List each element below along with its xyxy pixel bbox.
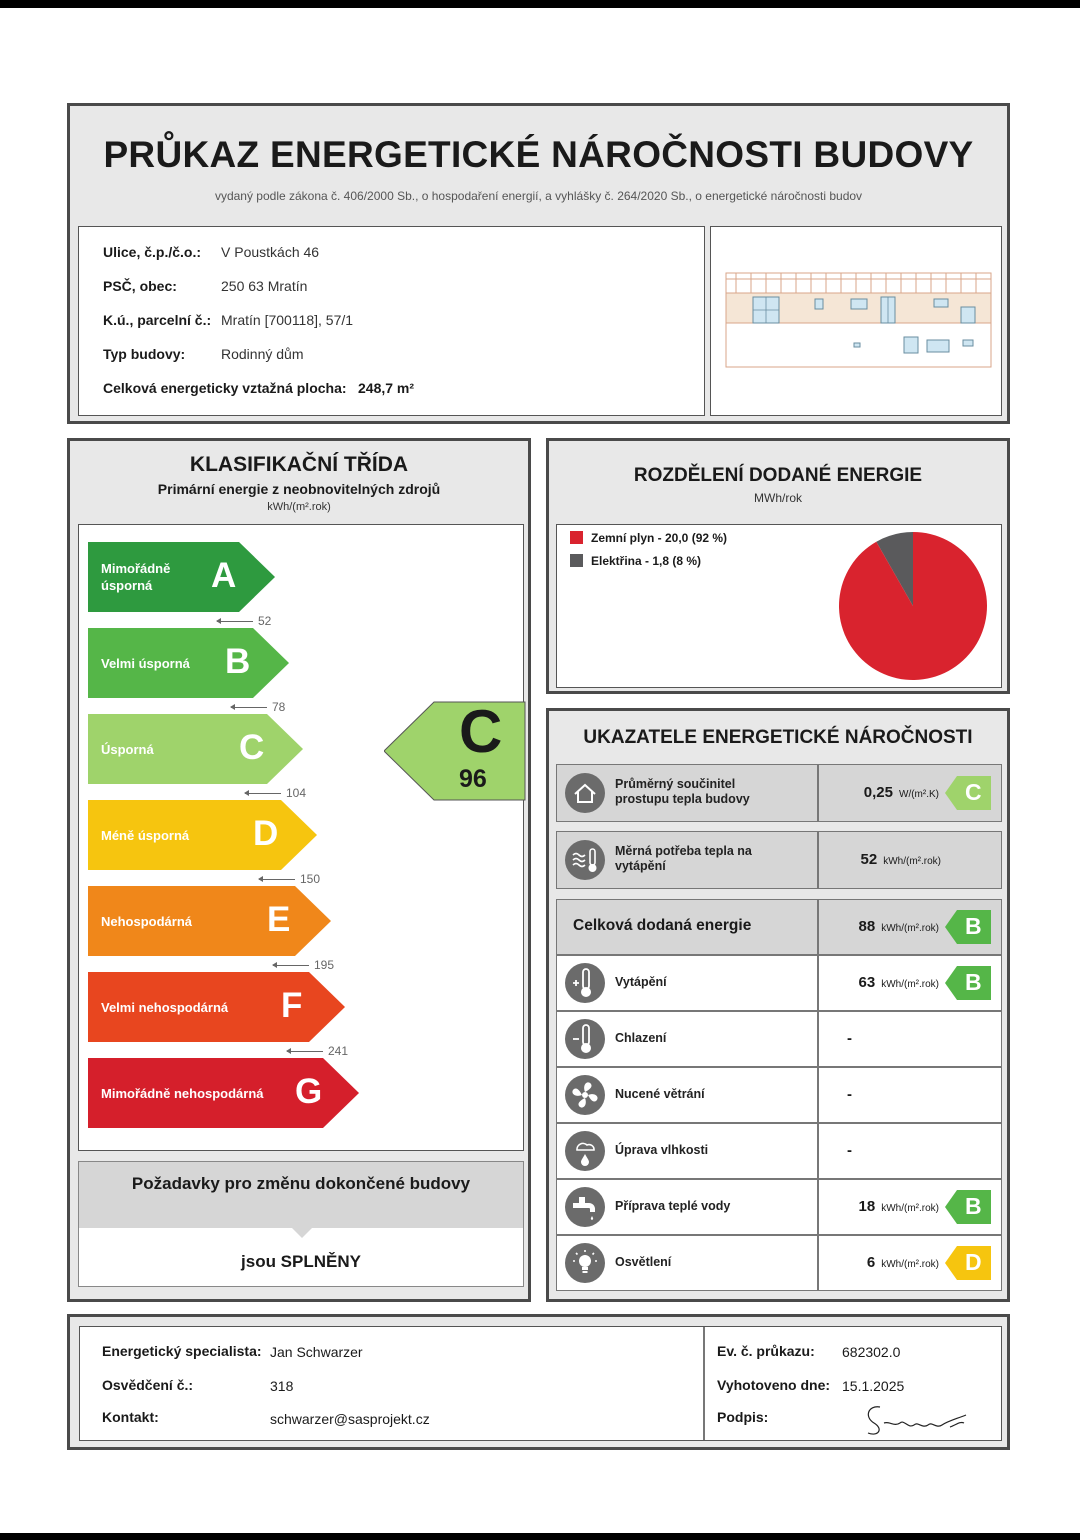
parcel-label: K.ú., parcelní č.: [103, 312, 212, 328]
class-band-letter: G [295, 1072, 323, 1111]
cert-label: Osvědčení č.: [102, 1377, 194, 1393]
indicator-value: - [847, 1029, 852, 1047]
indicator-class-badge [945, 1246, 991, 1285]
signature-label: Podpis: [717, 1409, 769, 1425]
humidity-icon [564, 1130, 606, 1172]
issued-label: Vyhotoveno dne: [717, 1377, 831, 1393]
thermometer-plus-icon [564, 962, 606, 1004]
page-subtitle: vydaný podle zákona č. 406/2000 Sb., o hospodaření energií, a vyhlášky č. 264/2020 Sb., o energetické náročnosti budov [214, 189, 863, 203]
threshold-value: 150 [300, 872, 321, 886]
house-icon [564, 772, 606, 814]
indicator-class-letter: C [965, 778, 982, 805]
legend-label-gas: Zemní plyn - 20,0 (92 %) [591, 531, 728, 545]
indicator-label: Vytápění [615, 974, 667, 989]
indicator-label: Osvětlení [615, 1254, 672, 1269]
threshold-value: 52 [258, 614, 272, 628]
indicator-label: Úprava vlhkosti [615, 1142, 709, 1157]
header-panel [67, 103, 1010, 424]
indicator-class-badge [945, 776, 991, 815]
heating-need-icon [564, 839, 606, 881]
indicator-label: Nucené větrání [615, 1086, 705, 1101]
footer-box [79, 1326, 1002, 1441]
contact-label: Kontakt: [102, 1409, 159, 1425]
specialist-value: Jan Schwarzer [270, 1344, 363, 1360]
classification-panel [67, 438, 531, 1302]
indicator-row [556, 1011, 1002, 1067]
threshold-arrow [287, 1051, 323, 1052]
top-edge-bar [0, 0, 1080, 8]
indicator-row [556, 955, 1002, 1011]
result-indicator [384, 698, 526, 806]
class-threshold [259, 872, 320, 886]
indicator-unit: kWh/(m².rok) [881, 1202, 939, 1214]
cert-value: 318 [270, 1378, 294, 1394]
indicators-title: UKAZATELE ENERGETICKÉ NÁROČNOSTI [583, 727, 973, 748]
class-band-letter: D [253, 814, 279, 853]
type-label: Typ budovy: [103, 346, 186, 362]
class-band-name: Nehospodárná [101, 913, 193, 929]
indicator-divider [817, 1124, 819, 1178]
class-threshold [273, 958, 334, 972]
signature-image [860, 1399, 975, 1441]
faucet-icon [564, 1186, 606, 1228]
requirements-status: jsou SPLNĚNY [241, 1252, 361, 1271]
indicator-value: - [847, 1141, 852, 1159]
energy-pie-chart [837, 530, 989, 682]
legend-label-electricity: Elektřina - 1,8 (8 %) [591, 554, 702, 568]
legend-swatch-electricity [570, 554, 583, 567]
classification-title: KLASIFIKAČNÍ TŘÍDA [189, 453, 409, 476]
issued-value: 15.1.2025 [842, 1378, 905, 1394]
indicator-row [556, 1179, 1002, 1235]
building-drawing-box [710, 226, 1002, 416]
specialist-label: Energetický specialista: [102, 1343, 262, 1359]
result-value: 96 [459, 765, 487, 793]
class-band-letter: F [281, 986, 303, 1025]
address-box [78, 226, 705, 416]
bottom-edge-bar [0, 1533, 1080, 1540]
indicator-divider [817, 1012, 819, 1066]
indicator-value: - [847, 1085, 852, 1103]
indicator-label: Chlazení [615, 1030, 667, 1045]
distribution-title: ROZDĚLENÍ DODANÉ ENERGIE [633, 465, 923, 486]
class-threshold [217, 614, 271, 628]
classification-unit: kWh/(m².rok) [267, 501, 331, 513]
class-band-letter: A [211, 556, 237, 595]
indicator-unit: W/(m².K) [899, 788, 939, 800]
indicator-class-letter: B [965, 968, 982, 995]
distribution-chart-box [556, 524, 1002, 688]
indicator-row [556, 1123, 1002, 1179]
class-band-letter: E [267, 900, 291, 939]
indicator-value: 6 [866, 1253, 876, 1271]
indicator-class-badge [945, 910, 991, 949]
class-band-name: Velmi nehospodárná [101, 999, 229, 1015]
class-band-name: Mimořádně úsporná [101, 561, 171, 593]
street-value: V Poustkách 46 [221, 244, 320, 260]
indicator-row [556, 1235, 1002, 1291]
footer-divider [703, 1327, 705, 1440]
thermometer-minus-icon [564, 1018, 606, 1060]
threshold-arrow [217, 621, 253, 622]
legend-swatch-gas [570, 531, 583, 544]
ev-label: Ev. č. průkazu: [717, 1343, 815, 1359]
light-bulb-icon [564, 1242, 606, 1284]
class-band-name: Úsporná [101, 741, 154, 757]
class-band-name: Mimořádně nehospodárná [101, 1085, 264, 1101]
requirements-box [78, 1161, 524, 1287]
indicator-unit: kWh/(m².rok) [883, 855, 941, 867]
indicator-row [556, 899, 1002, 955]
footer-panel [67, 1314, 1010, 1450]
zip-label: PSČ, obec: [103, 278, 177, 294]
pie-slice-gas [839, 532, 987, 680]
indicator-row [556, 1067, 1002, 1123]
indicator-label: Měrná potřeba tepla na vytápění [615, 844, 752, 873]
ev-value: 682302.0 [842, 1344, 901, 1360]
indicator-value: 52 [860, 850, 878, 868]
specialist-row [102, 1343, 262, 1359]
class-band-letter: C [239, 728, 265, 767]
indicator-label: Průměrný součinitel prostupu tepla budovy [615, 777, 750, 806]
indicators-panel [546, 708, 1010, 1302]
class-threshold [287, 1044, 348, 1058]
class-band-letter: B [225, 642, 251, 681]
legend-item-electricity [570, 554, 701, 568]
street-label: Ulice, č.p./č.o.: [103, 244, 202, 260]
indicator-value: 18 [858, 1197, 876, 1215]
threshold-value: 195 [314, 958, 335, 972]
indicator-row [556, 831, 1002, 889]
indicator-value: 0,25 [863, 783, 893, 801]
requirements-title: Požadavky pro změnu dokončené budovy [79, 1162, 523, 1228]
class-threshold [245, 786, 306, 800]
contact-value: schwarzer@sasprojekt.cz [270, 1411, 430, 1427]
energy-scale [78, 524, 524, 1151]
indicator-row [556, 764, 1002, 822]
requirements-arrow [292, 1228, 312, 1238]
threshold-arrow [245, 793, 281, 794]
threshold-arrow [231, 707, 267, 708]
area-label: Celková energeticky vztažná plocha: [103, 380, 347, 396]
indicator-value: 88 [858, 917, 876, 935]
indicator-class-letter: B [965, 912, 982, 939]
building-elevation-drawing [711, 227, 1000, 414]
indicator-class-badge [945, 1190, 991, 1229]
class-band-name: Velmi úsporná [101, 655, 190, 671]
indicator-value: 63 [858, 973, 876, 991]
indicator-unit: kWh/(m².rok) [881, 978, 939, 990]
indicator-label: Celková dodaná energie [573, 916, 752, 934]
threshold-value: 78 [272, 700, 286, 714]
parcel-value: Mratín [700118], 57/1 [221, 312, 354, 328]
fan-icon [564, 1074, 606, 1116]
legend-item-gas [570, 531, 727, 545]
type-value: Rodinný dům [221, 346, 304, 362]
indicator-unit: kWh/(m².rok) [881, 922, 939, 934]
indicator-unit: kWh/(m².rok) [881, 1258, 939, 1270]
indicator-class-letter: D [965, 1248, 982, 1275]
distribution-panel [546, 438, 1010, 694]
page-title: PRŮKAZ ENERGETICKÉ NÁROČNOSTI BUDOVY [103, 134, 974, 175]
class-band-name: Méně úsporná [101, 827, 190, 843]
result-class: C [459, 698, 503, 765]
result-arrow-shape [384, 701, 526, 801]
indicator-divider [817, 1068, 819, 1122]
distribution-unit: MWh/rok [754, 491, 802, 505]
indicator-class-letter: B [965, 1192, 982, 1219]
classification-subtitle: Primární energie z neobnovitelných zdrojů [157, 481, 441, 497]
threshold-arrow [273, 965, 309, 966]
threshold-arrow [259, 879, 295, 880]
indicator-class-badge [945, 966, 991, 1005]
threshold-value: 241 [328, 1044, 349, 1058]
class-threshold [231, 700, 285, 714]
threshold-value: 104 [286, 786, 307, 800]
area-value: 248,7 m² [358, 380, 415, 396]
indicator-label: Příprava teplé vody [615, 1198, 731, 1213]
zip-value: 250 63 Mratín [221, 278, 308, 294]
